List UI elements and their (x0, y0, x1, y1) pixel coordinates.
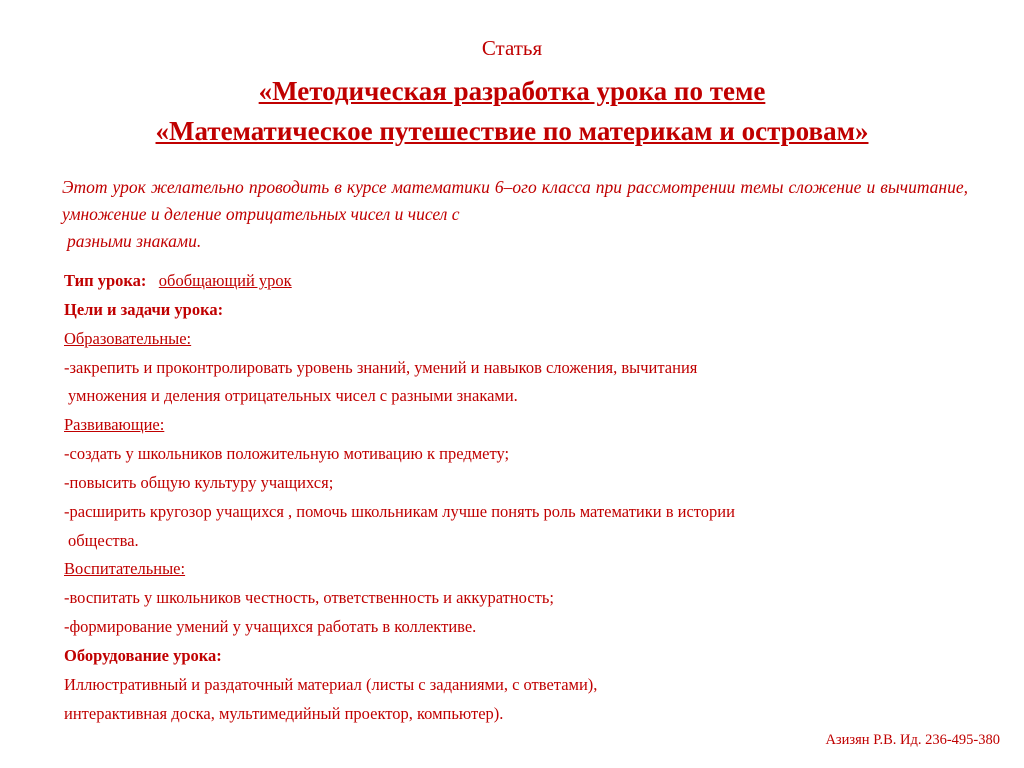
developing-heading: Развивающие: (64, 415, 165, 434)
equipment-heading: Оборудование урока: (64, 646, 222, 665)
educational-heading: Образовательные: (64, 329, 192, 348)
equipment-item-2: интерактивная доска, мультимедийный проектор, компьютер). (64, 704, 504, 723)
goals-heading: Цели и задачи урока: (64, 300, 224, 319)
article-kicker: Статья (481, 36, 543, 60)
lesson-type-label: Тип урока: (64, 271, 147, 290)
intro-line-1: Этот урок желательно проводить в курсе математики 6–ого класса при рассмотрении темы сложение и вычитание, умножение и деление отрицательных чисел и чисел с (62, 177, 968, 224)
developing-item-3: -расширить кругозор учащихся , помочь школьникам лучше понять роль математики в истории (64, 502, 735, 521)
title-line-1: «Методическая разработка урока по теме (258, 76, 766, 106)
author-footer: Азизян Р.В. Ид. 236-495-380 (825, 732, 1000, 748)
equipment-item-1: Иллюстративный и раздаточный материал (листы с заданиями, с ответами), (64, 675, 598, 694)
intro-paragraph (62, 174, 968, 255)
developing-item-2: -повысить общую культуру учащихся; (64, 473, 334, 492)
upbringing-item-1: -воспитать у школьников честность, ответственность и аккуратность; (64, 588, 554, 607)
title-line-2: «Математическое путешествие по материкам и островам» (155, 116, 869, 146)
lesson-type-value: обобщающий урок (158, 271, 292, 290)
educational-item-1: -закрепить и проконтролировать уровень знаний, умений и навыков сложения, вычитания (64, 358, 698, 377)
developing-item-3-cont: общества. (68, 531, 139, 550)
intro-line-2: разными знаками. (67, 231, 202, 251)
lesson-type-row (64, 271, 292, 291)
developing-item-1: -создать у школьников положительную мотивацию к предмету; (64, 444, 510, 463)
upbringing-heading: Воспитательные: (64, 559, 186, 578)
educational-item-1-cont: умножения и деления отрицательных чисел с разными знаками. (68, 386, 518, 405)
upbringing-item-2: -формирование умений у учащихся работать в коллективе. (64, 617, 477, 636)
